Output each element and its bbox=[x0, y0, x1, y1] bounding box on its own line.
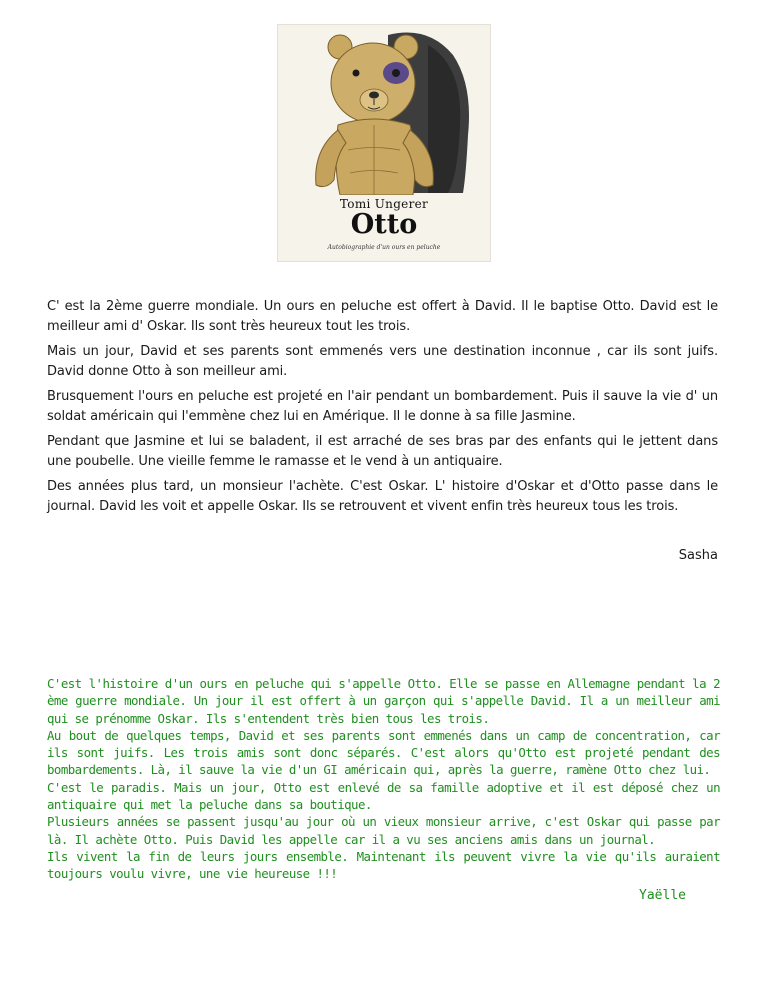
story-sasha-paragraph: Pendant que Jasmine et lui se baladent, il est arraché de ses bras par des enfants qui le jettent dans une poubelle. Une vieille femme le ramasse et le vend à un antiquaire. bbox=[47, 434, 718, 469]
story-yaelle-paragraph: Plusieurs années se passent jusqu'au jour où un vieux monsieur arrive, c'est Oskar qui passe par là. Il achète Otto. Puis David les appelle car il a vu ses anciens amis dans un journal. bbox=[47, 814, 720, 847]
story-sasha bbox=[47, 297, 718, 522]
cover-title: Otto bbox=[350, 209, 418, 240]
story-sasha-paragraph: Mais un jour, David et ses parents sont emmenés vers une destination inconnue , car ils sont juifs. David donne Otto à son meilleur ami. bbox=[47, 344, 718, 379]
book-cover bbox=[278, 25, 490, 261]
signature-yaelle: Yaëlle bbox=[639, 888, 686, 903]
cover-subtitle: Autobiographie d'un ours en peluche bbox=[327, 244, 441, 251]
story-sasha-paragraph: Des années plus tard, un monsieur l'achète. C'est Oskar. L' histoire d'Oskar et d'Otto passe dans le journal. David les voit et appelle Oskar. Ils se retrouvent et vivent enfin très heureux tous les trois. bbox=[47, 479, 718, 514]
story-yaelle-paragraph: Ils vivent la fin de leurs jours ensemble. Maintenant ils peuvent vivre la vie qu'ils auraient toujours voulu vivre, une vie heureuse !!! bbox=[47, 848, 720, 882]
story-yaelle-paragraph: C'est l'histoire d'un ours en peluche qui s'appelle Otto. Elle se passe en Allemagne pendant la 2 ème guerre mondiale. Un jour il est offert à un garçon qui s'appelle David. Il a un meilleur ami qui se prénomme Oskar. Ils s'entendent très bien tous les trois. bbox=[47, 676, 720, 726]
signature-sasha: Sasha bbox=[678, 548, 718, 563]
story-yaelle-paragraph: Au bout de quelques temps, David et ses parents sont emmenés dans un camp de concentration, car ils sont juifs. Les trois amis sont donc séparés. C'est alors qu'Otto est projeté pendant des bombardements. Là, il sauve la vie d'un GI américain qui, après la guerre, ramène Otto chez lui. bbox=[47, 727, 720, 778]
story-yaelle-paragraph: C'est le paradis. Mais un jour, Otto est enlevé de sa famille adoptive et il est déposé chez un antiquaire qui met la peluche dans sa boutique. bbox=[47, 779, 720, 813]
story-sasha-paragraph: C' est la 2ème guerre mondiale. Un ours en peluche est offert à David. Il le baptise Otto. David est le meilleur ami d' Oskar. Ils sont très heureux tout les trois. bbox=[47, 299, 718, 334]
cover-author: Tomi Ungerer bbox=[339, 197, 429, 211]
story-yaelle bbox=[47, 675, 720, 883]
story-sasha-paragraph: Brusquement l'ours en peluche est projeté en l'air pendant un bombardement. Puis il sauve la vie d' un soldat américain qui l'emmène chez lui en Amérique. Il le donne à sa fille Jasmine. bbox=[47, 389, 718, 424]
teddy-bear-illustration bbox=[278, 25, 490, 195]
